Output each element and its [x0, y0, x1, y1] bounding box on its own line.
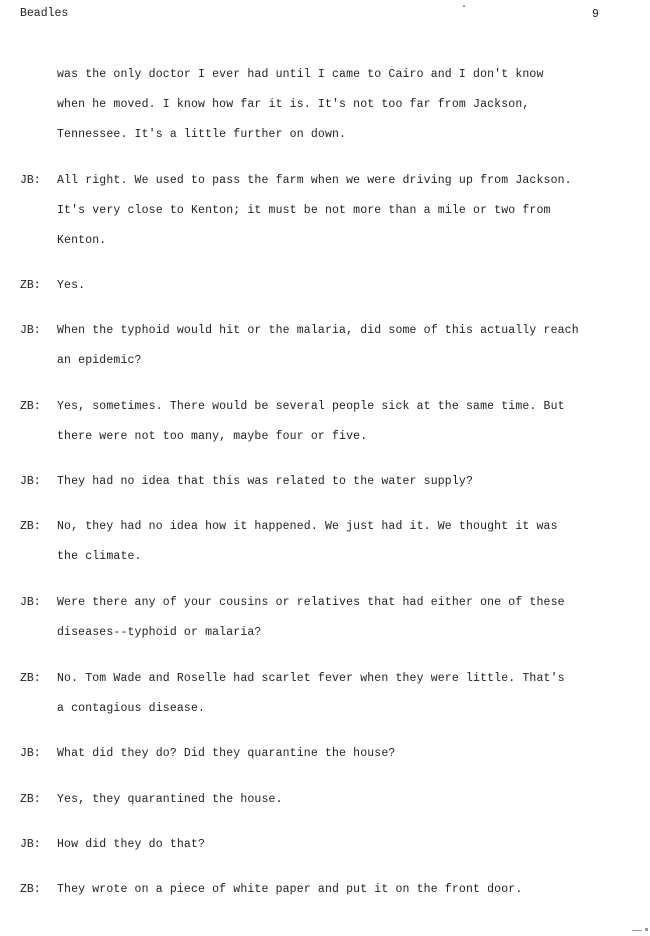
transcript-line: When the typhoid would hit or the malaria, did some of this actually reach — [57, 324, 579, 337]
speaker-label: JB: — [20, 475, 41, 488]
transcript-line: All right. We used to pass the farm when we were driving up from Jackson. — [57, 174, 572, 187]
transcript-line: Yes, they quarantined the house. — [57, 793, 283, 806]
transcript-line: They wrote on a piece of white paper and put it on the front door. — [57, 883, 523, 896]
transcript-line: the climate. — [57, 550, 142, 563]
transcript-line: a contagious disease. — [57, 702, 206, 715]
transcript-line: Were there any of your cousins or relatives that had either one of these — [57, 596, 565, 609]
header-name: Beadles — [20, 7, 69, 20]
transcript-line: there were not too many, maybe four or five. — [57, 430, 368, 443]
speaker-label: JB: — [20, 838, 41, 851]
speaker-label: JB: — [20, 747, 41, 760]
transcript-line: How did they do that? — [57, 838, 206, 851]
transcript-line: Yes. — [57, 279, 86, 292]
speaker-label: ZB: — [20, 672, 41, 685]
transcript-line: They had no idea that this was related to the water supply? — [57, 475, 474, 488]
transcript-line: Tennessee. It's a little further on down. — [57, 128, 347, 141]
transcript-line: What did they do? Did they quarantine the house? — [57, 747, 396, 760]
transcript-line: It's very close to Kenton; it must be not more than a mile or two from — [57, 204, 551, 217]
transcript-line: No. Tom Wade and Roselle had scarlet fever when they were little. That's — [57, 672, 565, 685]
scan-speck — [632, 930, 642, 931]
transcript-line: Kenton. — [57, 234, 107, 247]
scan-speck — [645, 928, 648, 931]
transcript-line: diseases--typhoid or malaria? — [57, 626, 262, 639]
speaker-label: ZB: — [20, 883, 41, 896]
transcript-line: when he moved. I know how far it is. It's not too far from Jackson, — [57, 98, 530, 111]
speaker-label: JB: — [20, 174, 41, 187]
page-number: 9 — [592, 8, 599, 21]
transcript-line: Yes, sometimes. There would be several people sick at the same time. But — [57, 400, 565, 413]
speaker-label: JB: — [20, 324, 41, 337]
speaker-label: ZB: — [20, 400, 41, 413]
transcript-line: an epidemic? — [57, 354, 142, 367]
speaker-label: ZB: — [20, 520, 41, 533]
speaker-label: ZB: — [20, 793, 41, 806]
speaker-label: JB: — [20, 596, 41, 609]
transcript-line: was the only doctor I ever had until I came to Cairo and I don't know — [57, 68, 544, 81]
transcript-line: No, they had no idea how it happened. We just had it. We thought it was — [57, 520, 558, 533]
scan-speck — [463, 5, 465, 7]
speaker-label: ZB: — [20, 279, 41, 292]
